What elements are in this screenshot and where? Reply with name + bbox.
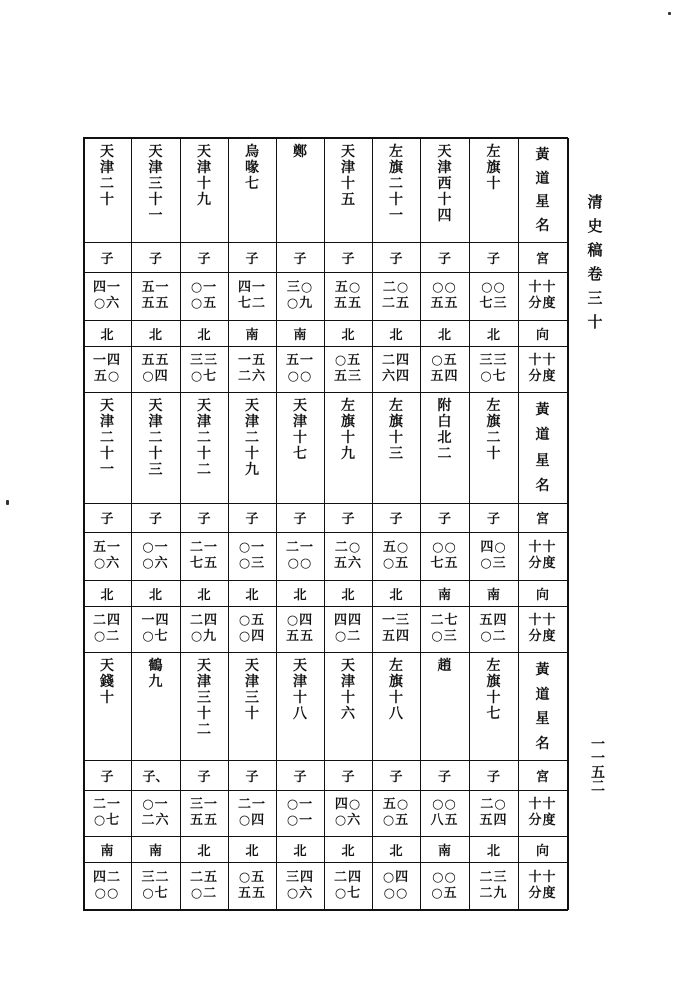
degree-value: 二一 ○七 — [92, 797, 121, 828]
degree-cell — [469, 790, 518, 836]
latitude-value: 一三 五四 — [381, 613, 410, 644]
latitude-cell — [83, 862, 131, 910]
gong-cell — [324, 242, 372, 272]
direction-cell — [324, 320, 372, 346]
star-name: 左 旗 十 三 — [389, 398, 403, 462]
latitude-value: 一四 五○ — [92, 353, 121, 384]
gong-value: 子 — [389, 251, 403, 267]
gong-cell — [131, 242, 180, 272]
direction-value: 北 — [245, 587, 259, 603]
ink-speck — [668, 12, 671, 15]
latitude-value: 二四 ○二 — [92, 613, 121, 644]
degree-value: 二○ 五六 — [333, 540, 362, 571]
gong-value: 子 — [197, 251, 211, 267]
gong-value: 子 — [100, 512, 114, 527]
degree-cell — [180, 272, 228, 320]
degree-value: 四○ ○六 — [334, 797, 362, 828]
gong-value: 子 — [197, 769, 211, 785]
degree-cell — [420, 790, 469, 836]
gong-cell — [324, 760, 372, 790]
gong-value: 子 — [100, 251, 114, 267]
degree-cell — [131, 272, 180, 320]
gong-cell — [372, 242, 420, 272]
star-name: 天 津 西 十 四 — [437, 144, 452, 224]
direction-cell — [469, 836, 518, 862]
latitude-cell — [180, 346, 228, 392]
latitude-cell — [83, 346, 131, 392]
gong-cell — [83, 242, 131, 272]
direction-value: 北 — [389, 587, 403, 603]
gong-value: 子 — [100, 769, 114, 785]
gong-cell — [276, 760, 324, 790]
star-name: 天 津 二 十 三 — [148, 398, 163, 478]
direction-value: 北 — [341, 587, 355, 603]
latitude-cell — [324, 606, 372, 652]
latitude-value: 五四 ○二 — [479, 613, 508, 644]
direction-cell — [469, 580, 518, 606]
degree-value: 二○ 二五 — [381, 280, 410, 311]
degree-cell — [372, 790, 420, 836]
latitude-cell — [518, 862, 567, 910]
degree-value: 五○ ○五 — [382, 540, 410, 571]
latitude-value: ○五 五四 — [430, 353, 459, 384]
latitude-cell — [420, 606, 469, 652]
direction-value: 南 — [293, 327, 307, 343]
direction-value: 北 — [437, 327, 451, 343]
direction-value: 南 — [486, 587, 500, 603]
direction-value: 南 — [148, 843, 162, 859]
latitude-value: 三三 ○七 — [189, 353, 218, 384]
latitude-value: 二四 ○七 — [333, 870, 362, 901]
gong-value: 子 — [197, 512, 211, 527]
gong-cell — [180, 242, 228, 272]
gong-value: 子、 — [142, 769, 169, 785]
column-rule — [567, 138, 569, 910]
direction-value: 北 — [197, 587, 211, 603]
direction-value: 北 — [148, 587, 162, 603]
degree-cell — [518, 272, 567, 320]
degree-value: ○一 二六 — [141, 797, 170, 828]
page-number: 一 一 五 二 — [591, 737, 605, 795]
degree-value: 四一 七二 — [237, 280, 266, 311]
gong-cell — [324, 503, 372, 532]
degree-cell — [83, 532, 131, 580]
header-degree: 十十 分度 — [528, 540, 557, 571]
latitude-cell — [420, 862, 469, 910]
gong-value: 子 — [486, 769, 500, 785]
gong-value: 子 — [486, 512, 500, 527]
degree-cell — [469, 272, 518, 320]
direction-value: 北 — [293, 843, 307, 859]
latitude-value: 四二 ○○ — [92, 870, 121, 901]
direction-value: 南 — [100, 843, 114, 859]
latitude-cell — [131, 862, 180, 910]
star-name: 天 錢 十 — [100, 658, 114, 706]
star-name: 天 津 十 八 — [293, 658, 307, 722]
direction-cell — [324, 580, 372, 606]
gong-cell — [83, 503, 131, 532]
direction-cell — [372, 580, 420, 606]
latitude-cell — [228, 346, 276, 392]
header-direction: 向 — [535, 843, 549, 859]
degree-value: 三一 五五 — [189, 797, 218, 828]
direction-value: 北 — [341, 843, 355, 859]
degree-value: ○○ 七三 — [479, 280, 508, 311]
direction-value: 北 — [245, 843, 259, 859]
latitude-value: 四四 ○二 — [333, 613, 362, 644]
star-name: 天 津 三 十 一 — [148, 144, 163, 224]
degree-cell — [324, 272, 372, 320]
degree-value: 四一 ○六 — [92, 280, 121, 311]
direction-cell — [420, 320, 469, 346]
degree-cell — [83, 790, 131, 836]
gong-value: 子 — [486, 251, 500, 267]
latitude-cell — [324, 862, 372, 910]
direction-cell — [518, 320, 567, 346]
gong-value: 子 — [148, 251, 162, 267]
star-name: 左 旗 十 — [486, 144, 501, 192]
direction-cell — [469, 320, 518, 346]
header-latitude: 十十 分度 — [528, 613, 557, 644]
latitude-value: ○五 ○四 — [238, 613, 266, 644]
degree-cell — [372, 272, 420, 320]
header-direction: 向 — [535, 327, 549, 343]
latitude-cell — [372, 862, 420, 910]
latitude-cell — [180, 606, 228, 652]
direction-value: 北 — [486, 843, 500, 859]
latitude-cell — [420, 346, 469, 392]
degree-value: 二一 七五 — [189, 540, 218, 571]
direction-cell — [324, 836, 372, 862]
gong-cell — [518, 242, 567, 272]
gong-value: 子 — [341, 251, 355, 267]
latitude-value: 三四 ○六 — [285, 870, 314, 901]
degree-value: ○一 ○六 — [142, 540, 169, 571]
degree-value: 五○ 五五 — [333, 280, 362, 311]
star-name: 天 津 十 七 — [293, 398, 307, 462]
latitude-value: 二四 ○九 — [189, 613, 218, 644]
header-star-name: 黃 道 星 名 — [535, 662, 550, 752]
degree-value: ○○ 七五 — [430, 540, 459, 571]
direction-value: 南 — [437, 843, 451, 859]
gong-cell — [372, 760, 420, 790]
gong-value: 子 — [341, 512, 355, 527]
latitude-value: 二五 ○二 — [189, 870, 218, 901]
latitude-value: 二三 二九 — [479, 870, 508, 901]
star-name: 左 旗 十 八 — [389, 658, 403, 722]
latitude-cell — [518, 346, 567, 392]
latitude-value: ○○ ○五 — [431, 870, 458, 901]
direction-value: 北 — [341, 327, 355, 343]
gong-value: 子 — [389, 512, 403, 527]
star-name: 左 旗 十 七 — [486, 658, 501, 722]
star-name: 天 津 三 十 — [245, 658, 259, 722]
header-degree: 十十 分度 — [528, 797, 557, 828]
star-name: 鄭 — [293, 144, 307, 160]
degree-cell — [228, 790, 276, 836]
direction-cell — [228, 320, 276, 346]
gong-cell — [228, 242, 276, 272]
margin-title: 清 史 稿 卷 三 十 — [587, 193, 603, 331]
degree-value: 二一 ○四 — [237, 797, 266, 828]
direction-cell — [420, 836, 469, 862]
degree-value: 五一 五五 — [141, 280, 170, 311]
latitude-cell — [228, 862, 276, 910]
gong-cell — [131, 503, 180, 532]
latitude-cell — [372, 346, 420, 392]
degree-cell — [83, 272, 131, 320]
degree-cell — [276, 532, 324, 580]
latitude-value: 五一 ○○ — [285, 353, 314, 384]
latitude-value: ○四 五五 — [285, 613, 314, 644]
degree-cell — [276, 790, 324, 836]
degree-cell — [131, 790, 180, 836]
degree-cell — [180, 790, 228, 836]
gong-value: 子 — [437, 251, 451, 267]
degree-value: 四○ ○三 — [480, 540, 507, 571]
degree-cell — [420, 272, 469, 320]
direction-cell — [228, 580, 276, 606]
degree-cell — [180, 532, 228, 580]
direction-cell — [372, 320, 420, 346]
latitude-cell — [372, 606, 420, 652]
direction-cell — [180, 320, 228, 346]
gong-value: 子 — [437, 769, 451, 785]
star-name: 天 津 二 十 一 — [100, 398, 114, 478]
latitude-cell — [276, 862, 324, 910]
row-rule — [83, 392, 568, 393]
direction-value: 北 — [100, 587, 114, 603]
direction-cell — [276, 836, 324, 862]
gong-value: 子 — [389, 769, 403, 785]
degree-value: 二一 ○○ — [285, 540, 314, 571]
direction-value: 南 — [437, 587, 451, 603]
gong-cell — [180, 503, 228, 532]
direction-cell — [518, 580, 567, 606]
star-name: 左 旗 二 十 — [486, 398, 501, 462]
gong-value: 子 — [245, 512, 259, 527]
latitude-cell — [518, 606, 567, 652]
header-star-name: 黃 道 星 名 — [535, 147, 550, 234]
degree-cell — [420, 532, 469, 580]
direction-cell — [372, 836, 420, 862]
star-name: 趙 — [437, 658, 452, 674]
latitude-value: 二七 ○三 — [430, 613, 459, 644]
latitude-cell — [131, 606, 180, 652]
latitude-value: ○五 五五 — [237, 870, 266, 901]
direction-cell — [83, 836, 131, 862]
direction-cell — [83, 580, 131, 606]
direction-cell — [420, 580, 469, 606]
header-gong: 宮 — [535, 512, 549, 527]
gong-value: 子 — [245, 251, 259, 267]
latitude-value: 一五 二六 — [237, 353, 266, 384]
direction-value: 南 — [245, 327, 259, 343]
star-name: 鶴 九 — [148, 658, 163, 690]
star-name: 烏 喙 七 — [245, 144, 259, 192]
gong-cell — [180, 760, 228, 790]
direction-value: 北 — [197, 327, 211, 343]
direction-value: 北 — [389, 327, 403, 343]
gong-cell — [276, 503, 324, 532]
degree-cell — [228, 272, 276, 320]
degree-cell — [469, 532, 518, 580]
gong-value: 子 — [148, 512, 162, 527]
direction-value: 北 — [293, 587, 307, 603]
direction-cell — [276, 320, 324, 346]
gong-cell — [420, 503, 469, 532]
direction-value: 北 — [486, 327, 500, 343]
degree-value: ○○ 八五 — [430, 797, 459, 828]
latitude-cell — [228, 606, 276, 652]
gong-cell — [420, 242, 469, 272]
degree-value: 五一 ○六 — [92, 540, 121, 571]
ink-speck — [6, 500, 9, 505]
star-name: 天 津 二 十 二 — [197, 398, 211, 478]
header-direction: 向 — [535, 587, 549, 603]
degree-value: ○一 ○三 — [238, 540, 266, 571]
degree-cell — [518, 790, 567, 836]
latitude-value: 一四 ○七 — [141, 613, 170, 644]
degree-cell — [324, 790, 372, 836]
header-latitude: 十十 分度 — [528, 870, 557, 901]
degree-value: 五○ ○五 — [382, 797, 410, 828]
latitude-value: 三三 ○七 — [479, 353, 508, 384]
latitude-cell — [276, 606, 324, 652]
latitude-cell — [180, 862, 228, 910]
direction-value: 北 — [148, 327, 162, 343]
latitude-cell — [469, 346, 518, 392]
direction-cell — [228, 836, 276, 862]
latitude-cell — [469, 606, 518, 652]
header-gong: 宮 — [535, 251, 549, 267]
direction-value: 北 — [197, 843, 211, 859]
latitude-value: 二四 六四 — [381, 353, 410, 384]
degree-cell — [324, 532, 372, 580]
star-name: 附 白 北 二 — [437, 398, 452, 462]
direction-cell — [83, 320, 131, 346]
star-name: 左 旗 十 九 — [341, 398, 355, 462]
direction-cell — [180, 580, 228, 606]
degree-cell — [518, 532, 567, 580]
star-name: 天 津 十 九 — [197, 144, 211, 208]
gong-value: 子 — [293, 769, 307, 785]
star-name: 天 津 三 十 二 — [197, 658, 211, 738]
gong-cell — [518, 760, 567, 790]
gong-value: 子 — [341, 769, 355, 785]
latitude-cell — [276, 346, 324, 392]
latitude-value: 五五 ○四 — [141, 353, 170, 384]
gong-cell — [469, 760, 518, 790]
latitude-cell — [83, 606, 131, 652]
star-name: 天 津 十 五 — [341, 144, 355, 208]
gong-cell — [83, 760, 131, 790]
degree-cell — [131, 532, 180, 580]
header-latitude: 十十 分度 — [528, 353, 557, 384]
direction-cell — [131, 320, 180, 346]
degree-cell — [276, 272, 324, 320]
direction-value: 北 — [100, 327, 114, 343]
gong-cell — [228, 760, 276, 790]
latitude-value: ○五 五三 — [333, 353, 362, 384]
direction-cell — [276, 580, 324, 606]
row-rule — [83, 652, 568, 653]
direction-cell — [131, 836, 180, 862]
latitude-cell — [324, 346, 372, 392]
header-degree: 十十 分度 — [528, 280, 557, 311]
star-name: 天 津 二 十 — [100, 144, 114, 208]
latitude-cell — [131, 346, 180, 392]
degree-value: 二○ 五四 — [479, 797, 508, 828]
gong-cell — [518, 503, 567, 532]
latitude-value: ○四 ○○ — [382, 870, 410, 901]
degree-cell — [372, 532, 420, 580]
direction-cell — [518, 836, 567, 862]
gong-value: 子 — [293, 512, 307, 527]
header-star-name: 黃 道 星 名 — [535, 402, 550, 494]
direction-cell — [131, 580, 180, 606]
degree-value: ○一 ○五 — [190, 280, 218, 311]
gong-value: 子 — [437, 512, 451, 527]
star-name: 天 津 十 六 — [341, 658, 355, 722]
degree-value: 三○ ○九 — [286, 280, 314, 311]
latitude-value: 三二 ○七 — [141, 870, 170, 901]
direction-value: 北 — [389, 843, 403, 859]
degree-value: ○○ 五五 — [430, 280, 459, 311]
table-top-rule — [83, 137, 568, 139]
gong-cell — [469, 503, 518, 532]
star-name: 天 津 二 十 九 — [245, 398, 259, 478]
degree-cell — [228, 532, 276, 580]
direction-cell — [180, 836, 228, 862]
degree-value: ○一 ○一 — [286, 797, 314, 828]
gong-cell — [131, 760, 180, 790]
gong-cell — [420, 760, 469, 790]
gong-cell — [469, 242, 518, 272]
gong-value: 子 — [245, 769, 259, 785]
gong-cell — [372, 503, 420, 532]
gong-cell — [228, 503, 276, 532]
latitude-cell — [469, 862, 518, 910]
gong-cell — [276, 242, 324, 272]
star-name: 左 旗 二 十 一 — [389, 144, 403, 224]
header-gong: 宮 — [535, 769, 549, 785]
gong-value: 子 — [293, 251, 307, 267]
